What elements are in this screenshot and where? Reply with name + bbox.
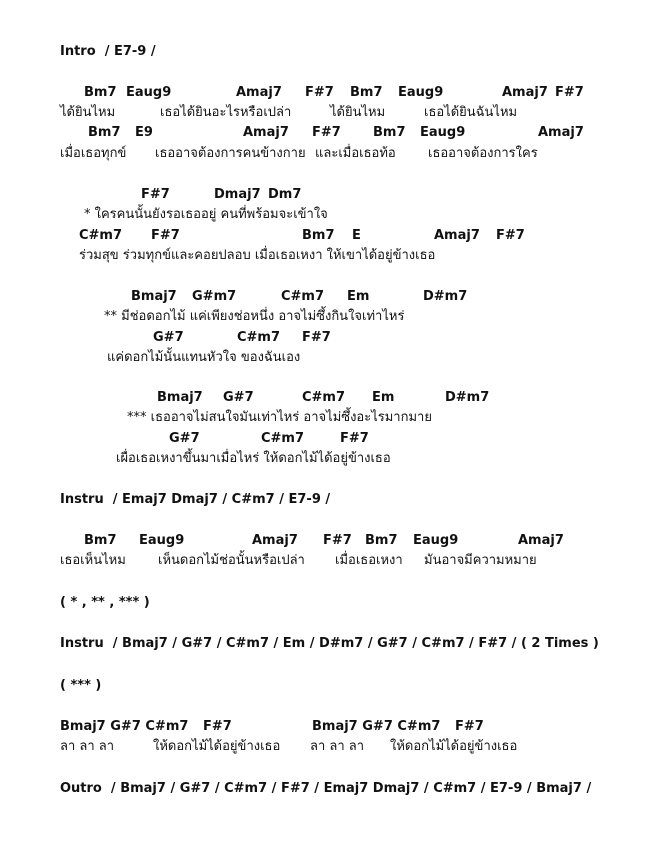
chord-label: Amaj7 bbox=[518, 533, 564, 548]
intro-line: Intro / E7-9 / bbox=[60, 44, 156, 59]
section-marker-1: ( * , ** , *** ) bbox=[60, 595, 150, 610]
lyric-text: เธอเห็นไหม bbox=[60, 553, 126, 568]
lyric-text: เธอได้ยินฉันไหม bbox=[424, 105, 518, 120]
chord-label: Eaug9 bbox=[413, 533, 459, 548]
lyric-text: เผื่อเธอเหงาขึ้นมาเมื่อไหร่ ให้ดอกไม้ได้อยู่ข้างเธอ bbox=[116, 451, 391, 466]
chord-label: E bbox=[352, 228, 361, 243]
lyric-text: ร่วมสุข ร่วมทุกข์และคอยปลอบ เมื่อเธอเหงา ให้เขาได้อยู่ข้างเธอ bbox=[79, 248, 436, 263]
lyric-text: * ใครคนนั้นยังรอเธออยู่ คนที่พร้อมจะเข้าใจ bbox=[84, 207, 328, 222]
chord-label: Dmaj7 bbox=[214, 187, 261, 202]
chord-label: E9 bbox=[135, 125, 153, 140]
chord-label: F#7 bbox=[555, 85, 584, 100]
chord-label: Eaug9 bbox=[420, 125, 466, 140]
chord-label: G#7 bbox=[153, 330, 184, 345]
lyric-text: เห็นดอกไม้ช่อนั้นหรือเปล่า bbox=[158, 553, 305, 568]
chord-label: Bm7 bbox=[84, 85, 117, 100]
chord-label: F#7 bbox=[340, 431, 369, 446]
chord-label: F#7 bbox=[305, 85, 334, 100]
chord-label: Bmaj7 G#7 C#m7 bbox=[60, 719, 189, 734]
chord-label: Eaug9 bbox=[139, 533, 185, 548]
instrumental-line-1: Instru / Emaj7 Dmaj7 / C#m7 / E7-9 / bbox=[60, 492, 331, 507]
chord-label: Bm7 bbox=[365, 533, 398, 548]
chord-label: F#7 bbox=[203, 719, 232, 734]
section-marker-2: ( *** ) bbox=[60, 678, 102, 693]
chord-label: Amaj7 bbox=[243, 125, 289, 140]
chord-label: Eaug9 bbox=[398, 85, 444, 100]
instrumental-line-2: Instru / Bmaj7 / G#7 / C#m7 / Em / D#m7 / G#7 / C#m7 / F#7 / ( 2 Times ) bbox=[60, 636, 599, 651]
chord-label: F#7 bbox=[312, 125, 341, 140]
lyric-text: ให้ดอกไม้ได้อยู่ข้างเธอ bbox=[153, 739, 281, 754]
lyric-text: เธออาจต้องการคนข้างกาย bbox=[155, 146, 306, 161]
chord-label: Em bbox=[347, 289, 370, 304]
chord-label: F#7 bbox=[302, 330, 331, 345]
chord-label: F#7 bbox=[151, 228, 180, 243]
chord-label: G#m7 bbox=[192, 289, 237, 304]
chord-label: Amaj7 bbox=[236, 85, 282, 100]
chord-label: Amaj7 bbox=[434, 228, 480, 243]
lyric-text: ** มีช่อดอกไม้ แค่เพียงช่อหนึ่ง อาจไม่ซึ้งกินใจเท่าไหร่ bbox=[104, 309, 405, 324]
chord-label: C#m7 bbox=[237, 330, 281, 345]
lyric-text: เมื่อเธอเหงา bbox=[335, 553, 403, 568]
chord-label: Em bbox=[372, 390, 395, 405]
lyric-text: แค่ดอกไม้นั้นแทนหัวใจ ของฉันเอง bbox=[107, 350, 301, 365]
chord-label: Bm7 bbox=[302, 228, 335, 243]
chord-label: G#7 bbox=[169, 431, 200, 446]
lyric-text: ลา ลา ลา bbox=[310, 739, 365, 754]
chord-label: C#m7 bbox=[281, 289, 325, 304]
lyric-text: ให้ดอกไม้ได้อยู่ข้างเธอ bbox=[390, 739, 518, 754]
lyric-text: *** เธออาจไม่สนใจมันเท่าไหร่ อาจไม่ซึ้งอะไรมากมาย bbox=[127, 410, 432, 425]
chord-label: Bmaj7 bbox=[131, 289, 177, 304]
chord-label: Dm7 bbox=[268, 187, 302, 202]
chord-label: Bmaj7 bbox=[157, 390, 203, 405]
chord-label: Amaj7 bbox=[502, 85, 548, 100]
chord-label: G#7 bbox=[223, 390, 254, 405]
chord-label: F#7 bbox=[141, 187, 170, 202]
chord-label: C#m7 bbox=[261, 431, 305, 446]
lyric-text: และเมื่อเธอท้อ bbox=[315, 146, 396, 161]
outro-line: Outro / Bmaj7 / G#7 / C#m7 / F#7 / Emaj7 Dmaj7 / C#m7 / E7-9 / Bmaj7 / bbox=[60, 781, 592, 796]
lyric-text: ลา ลา ลา bbox=[60, 739, 115, 754]
chord-label: Amaj7 bbox=[538, 125, 584, 140]
chord-label: C#m7 bbox=[79, 228, 123, 243]
lyric-text: มันอาจมีความหมาย bbox=[424, 553, 537, 568]
lyric-text: ได้ยินไหม bbox=[60, 105, 116, 120]
chord-label: Bm7 bbox=[88, 125, 121, 140]
chord-label: D#m7 bbox=[423, 289, 468, 304]
chord-label: D#m7 bbox=[445, 390, 490, 405]
chord-label: F#7 bbox=[323, 533, 352, 548]
lyric-text: เมื่อเธอทุกข์ bbox=[60, 146, 127, 161]
chord-label: Eaug9 bbox=[126, 85, 172, 100]
chord-label: F#7 bbox=[455, 719, 484, 734]
lyric-text: เธออาจต้องการใคร bbox=[428, 146, 538, 161]
chord-label: Amaj7 bbox=[252, 533, 298, 548]
chord-label: C#m7 bbox=[302, 390, 346, 405]
chord-label: F#7 bbox=[496, 228, 525, 243]
chord-label: Bmaj7 G#7 C#m7 bbox=[312, 719, 441, 734]
lyric-text: ได้ยินไหม bbox=[330, 105, 386, 120]
chord-label: Bm7 bbox=[350, 85, 383, 100]
chord-label: Bm7 bbox=[373, 125, 406, 140]
chord-label: Bm7 bbox=[84, 533, 117, 548]
lyric-text: เธอได้ยินอะไรหรือเปล่า bbox=[160, 105, 292, 120]
